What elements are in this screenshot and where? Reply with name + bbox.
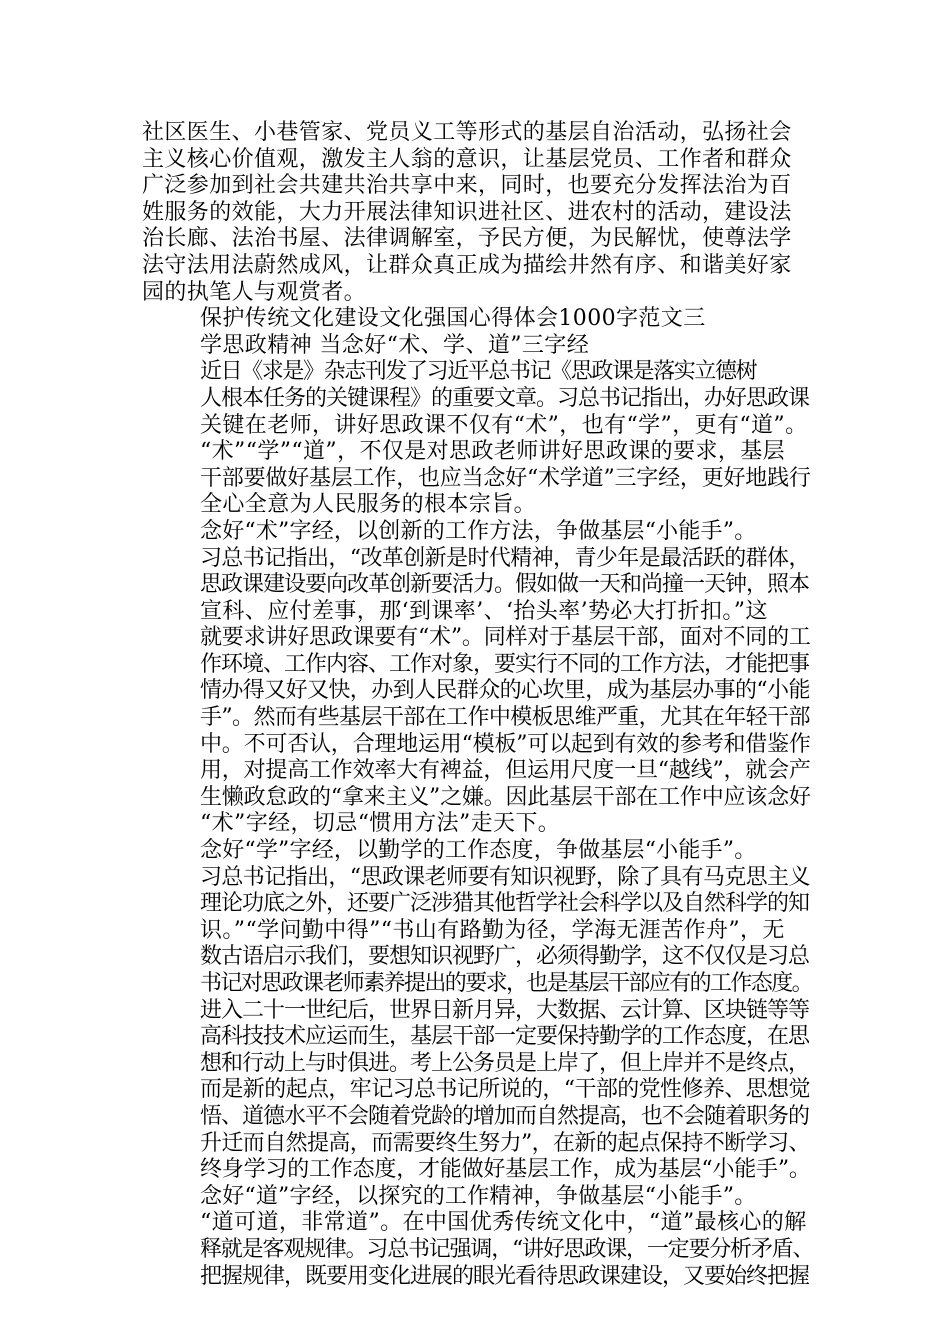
text-line: “术”“学”“道”，不仅是对思政老师讲好思政课的要求，基层 [200,439,786,465]
text-line: 高科技技术应运而生，基层干部一定要保持勤学的工作态度，在思 [200,1024,810,1050]
text-line: 念好“术”字经，以创新的工作方法，争做基层“小能手”。 [200,518,757,544]
paragraph-intro [142,359,814,519]
text-line: 法守法用法蔚然成风，让群众真正成为描绘井然有序、和谐美好家 [142,252,792,278]
text-line: 识。”“学问勤中得”“书山有路勤为径，学海无涯苦作舟”，无 [200,917,785,943]
text-line: 思政课建设要向改革创新要活力。假如做一天和尚撞一天钟，照本 [200,572,810,598]
section-title [142,306,814,333]
text-line: 姓服务的效能，大力开展法律知识进社区、进农村的活动，建设法 [142,199,792,225]
text-line: 终身学习的工作态度，才能做好基层工作，成为基层“小能手”。 [200,1157,811,1183]
text-line: 把握规律，既要用变化进展的眼光看待思政课建设，又要始终把握 [200,1263,810,1289]
text-line: 书记对思政课老师素养提出的要求，也是基层干部应有的工作态度。 [200,971,813,996]
text-line: 念好“道”字经，以探究的工作精神，争做基层“小能手”。 [200,1183,757,1209]
text-line: 全心全意为人民服务的根本宗旨。 [200,492,537,518]
text-line: 手”。然而有些基层干部在工作中模板思维严重，尤其在年轻干部 [200,705,810,731]
paragraph-dao [142,1184,814,1290]
text-line: “术”字经，切忌“惯用方法”走天下。 [200,811,561,837]
text-line: 习总书记指出，“改革创新是时代精神，青少年是最活跃的群体， [200,545,810,571]
text-line: 生懒政怠政的“拿来主义”之嫌。因此基层干部在工作中应该念好 [200,784,811,810]
text-line: 主义核心价值观，激发主人翁的意识，让基层党员、工作者和群众 [142,146,792,172]
text-line: 学思政精神 当念好“术、学、道”三字经 [200,332,590,358]
text-line: 近日《求是》杂志刊发了习近平总书记《思政课是落实立德树 [200,359,757,385]
text-line: 人根本任务的关键课程》的重要文章。习总书记指出，办好思政课 [200,385,810,411]
text-line: 数古语启示我们，要想知识视野广，必须得勤学，这不仅仅是习总 [200,944,810,970]
paragraph-shu [142,519,814,838]
text-line: 悟、道德水平不会随着党龄的增加而自然提高，也不会随着职务的 [200,1103,810,1129]
text-line: 进入二十一世纪后，世界日新月异，大数据、云计算、区块链等等 [200,997,810,1023]
text-line: 而是新的起点，牢记习总书记所说的，“干部的党性修养、思想觉 [200,1077,810,1103]
text-line: 社区医生、小巷管家、党员义工等形式的基层自治活动，弘扬社会 [142,120,792,145]
text-line: 中。不可否认，合理地运用“模板”可以起到有效的参考和借鉴作 [200,731,811,757]
text-line: 关键在老师，讲好思政课不仅有“术”，也有“学”，更有“道”。 [200,412,808,438]
text-line: 情办得又好又快，办到人民群众的心坎里，成为基层办事的“小能 [200,678,810,704]
article-title [142,333,814,360]
text-line: 广泛参加到社会共建共治共享中来，同时，也要充分发挥法治为百 [142,173,792,199]
text-line: 理论功底之外，还要广泛涉猎其他哲学社会科学以及自然科学的知 [200,891,810,917]
text-line: 就要求讲好思政课要有“术”。同样对于基层干部，面对不同的工 [200,625,811,651]
paragraph-xue [142,838,814,1184]
text-line: 用，对提高工作效率大有裨益，但运用尺度一旦“越线”，就会产 [200,758,811,784]
paragraph-community-governance [142,120,814,306]
text-line: 园的执笔人与观赏者。 [142,279,367,305]
text-line: 干部要做好基层工作，也应当念好“术学道”三字经，更好地践行 [200,465,811,491]
document-page [142,120,814,1290]
text-line: 治长廊、法治书屋、法律调解室，予民方便，为民解忧，使尊法学 [142,226,792,252]
text-line: 升迁而自然提高，而需要终生努力”，在新的起点保持不断学习、 [200,1130,810,1156]
text-line: 宣科、应付差事，那‘到课率’、‘抬头率’势必大打折扣。”这 [200,598,768,624]
text-line: 作环境、工作内容、工作对象，要实行不同的工作方法，才能把事 [200,651,810,677]
text-line: 保护传统文化建设文化强国心得体会1000字范文三 [200,306,706,332]
text-line: 释就是客观规律。习总书记强调，“讲好思政课，一定要分析矛盾、 [200,1236,814,1262]
text-line: 想和行动上与时俱进。考上公务员是上岸了，但上岸并不是终点， [200,1050,810,1076]
text-line: 习总书记指出，“思政课老师要有知识视野，除了具有马克思主义 [200,864,810,890]
text-line: 念好“学”字经，以勤学的工作态度，争做基层“小能手”。 [200,838,757,864]
text-line: “道可道，非常道”。在中国优秀传统文化中，“道”最核心的解 [200,1210,807,1236]
